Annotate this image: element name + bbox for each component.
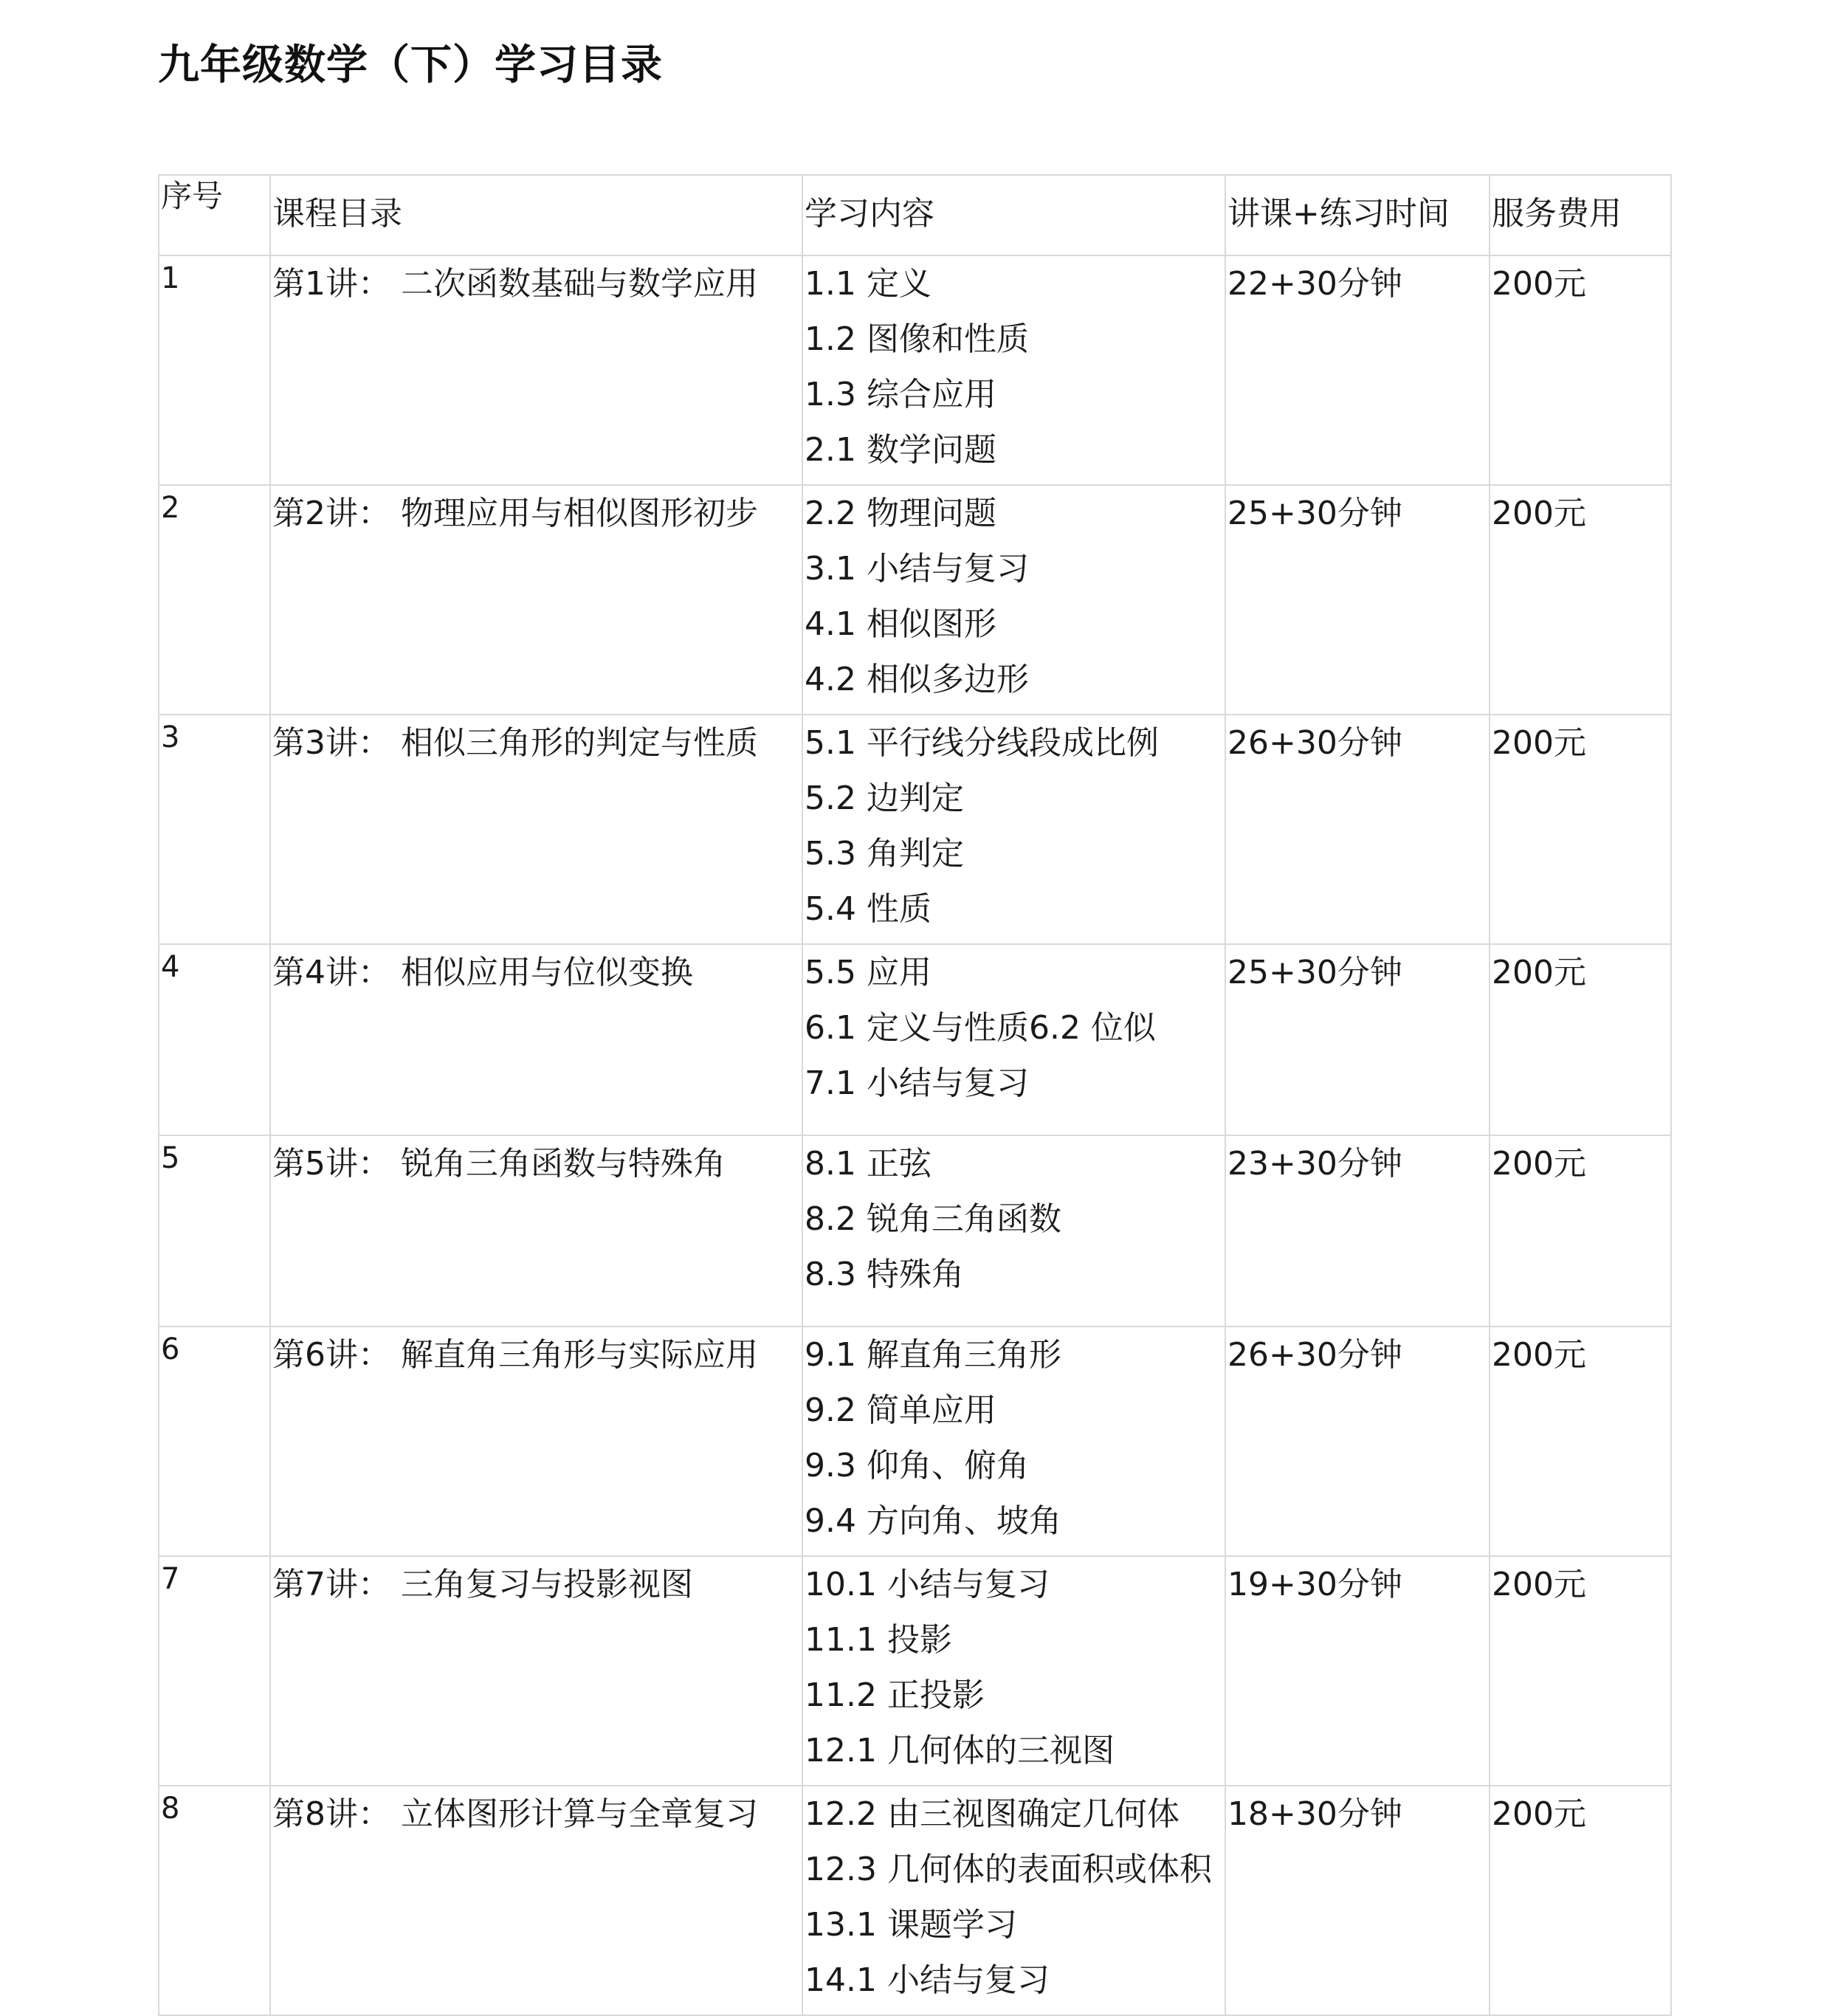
content-item: 1.2 图像和性质	[805, 320, 1029, 358]
row-index: 4	[159, 944, 270, 1135]
content-item: 9.4 方向角、坡角	[805, 1502, 1061, 1540]
table-row	[159, 715, 1671, 944]
row-lesson: 第5讲： 锐角三角函数与特殊角	[270, 1135, 802, 1327]
row-time: 19+30分钟	[1225, 1556, 1490, 1786]
content-item: 11.1 投影	[805, 1621, 952, 1659]
content-item: 1.3 综合应用	[805, 376, 996, 413]
content-item: 12.1 几何体的三视图	[805, 1732, 1115, 1769]
content-item: 8.2 锐角三角函数	[805, 1200, 1061, 1238]
content-item: 5.2 边判定	[805, 780, 964, 817]
row-content	[802, 1135, 1225, 1327]
table-row	[159, 255, 1671, 485]
row-fee: 200元	[1490, 944, 1671, 1135]
table-row	[159, 944, 1671, 1135]
content-item: 10.1 小结与复习	[805, 1566, 1050, 1603]
row-time: 18+30分钟	[1225, 1786, 1490, 2015]
content-item: 13.1 课题学习	[805, 1906, 1017, 1944]
row-index: 7	[159, 1556, 270, 1786]
table-row	[159, 1135, 1671, 1327]
row-fee: 200元	[1490, 1327, 1671, 1556]
header-lesson: 课程目录	[270, 175, 802, 255]
row-time: 22+30分钟	[1225, 255, 1490, 485]
row-index: 6	[159, 1327, 270, 1556]
row-content	[802, 944, 1225, 1135]
content-item: 12.2 由三视图确定几何体	[805, 1795, 1180, 1833]
page-title: 九年级数学（下）学习目录	[158, 41, 663, 89]
content-item: 2.1 数学问题	[805, 431, 996, 469]
content-item: 4.2 相似多边形	[805, 661, 1029, 698]
content-item: 14.1 小结与复习	[805, 1961, 1050, 1999]
row-fee: 200元	[1490, 485, 1671, 715]
row-time: 26+30分钟	[1225, 1327, 1490, 1556]
row-index: 5	[159, 1135, 270, 1327]
row-content	[802, 1786, 1225, 2015]
content-item: 5.4 性质	[805, 890, 932, 928]
content-item: 9.2 简单应用	[805, 1391, 996, 1429]
table-header-row	[159, 175, 1671, 255]
row-time: 26+30分钟	[1225, 715, 1490, 944]
content-item: 11.2 正投影	[805, 1676, 985, 1714]
content-item: 7.1 小结与复习	[805, 1064, 1029, 1102]
content-item: 5.3 角判定	[805, 835, 964, 873]
row-lesson: 第6讲： 解直角三角形与实际应用	[270, 1327, 802, 1556]
row-index: 1	[159, 255, 270, 485]
row-content	[802, 715, 1225, 944]
content-item: 8.1 正弦	[805, 1145, 932, 1183]
content-item: 5.5 应用	[805, 954, 932, 991]
row-index: 3	[159, 715, 270, 944]
table-row	[159, 1786, 1671, 2015]
row-time: 25+30分钟	[1225, 944, 1490, 1135]
content-item: 9.3 仰角、俯角	[805, 1447, 1029, 1485]
row-lesson: 第4讲： 相似应用与位似变换	[270, 944, 802, 1135]
header-index: 序号	[159, 175, 270, 255]
header-time: 讲课+练习时间	[1225, 175, 1490, 255]
row-lesson: 第3讲： 相似三角形的判定与性质	[270, 715, 802, 944]
row-lesson: 第2讲： 物理应用与相似图形初步	[270, 485, 802, 715]
content-item: 1.1 定义	[805, 265, 932, 303]
row-content	[802, 1327, 1225, 1556]
row-fee: 200元	[1490, 1135, 1671, 1327]
row-content	[802, 1556, 1225, 1786]
content-item: 3.1 小结与复习	[805, 550, 1029, 588]
row-fee: 200元	[1490, 1556, 1671, 1786]
content-item: 2.2 物理问题	[805, 495, 996, 532]
row-time: 23+30分钟	[1225, 1135, 1490, 1327]
row-fee: 200元	[1490, 715, 1671, 944]
header-content: 学习内容	[802, 175, 1225, 255]
row-time: 25+30分钟	[1225, 485, 1490, 715]
content-item: 6.1 定义与性质6.2 位似	[805, 1009, 1156, 1047]
table-row	[159, 1556, 1671, 1786]
table-row	[159, 485, 1671, 715]
row-content	[802, 255, 1225, 485]
content-item: 5.1 平行线分线段成比例	[805, 724, 1159, 762]
content-item: 12.3 几何体的表面积或体积	[805, 1851, 1212, 1888]
content-item: 9.1 解直角三角形	[805, 1336, 1061, 1374]
row-index: 8	[159, 1786, 270, 2015]
content-item: 4.1 相似图形	[805, 605, 996, 643]
row-fee: 200元	[1490, 1786, 1671, 2015]
table-row	[159, 1327, 1671, 1556]
row-fee: 200元	[1490, 255, 1671, 485]
row-lesson: 第8讲： 立体图形计算与全章复习	[270, 1786, 802, 2015]
header-fee: 服务费用	[1490, 175, 1671, 255]
row-index: 2	[159, 485, 270, 715]
row-lesson: 第7讲： 三角复习与投影视图	[270, 1556, 802, 1786]
course-table	[158, 174, 1672, 2016]
content-item: 8.3 特殊角	[805, 1256, 964, 1293]
row-content	[802, 485, 1225, 715]
row-lesson: 第1讲： 二次函数基础与数学应用	[270, 255, 802, 485]
